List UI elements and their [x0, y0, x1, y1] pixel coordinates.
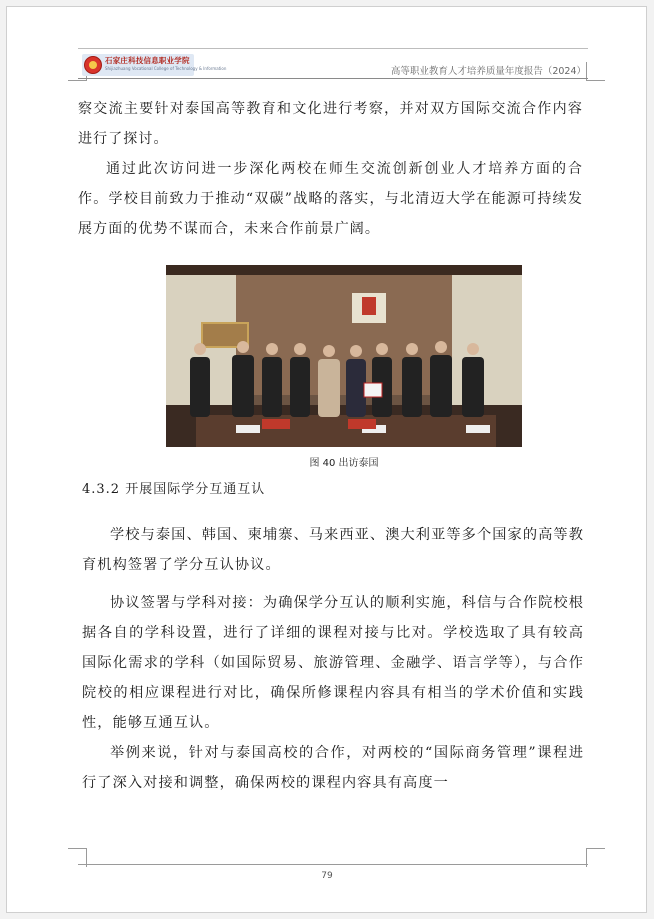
- paragraph: 协议签署与学科对接：为确保学分互认的顺利实施，科信与合作院校根据各自的学科设置，进行了详细的课程对接与比对。学校选取了具有较高国际化需求的学科（如国际贸易、旅游管理、金融学、语言学等），与合作院校的相应课程进行对比，确保所修课程内容具有相当的学术价值和实践性，能够互通互认。: [82, 595, 584, 731]
- section-heading: 4.3.2 开展国际学分互通互认: [82, 482, 266, 497]
- paragraph: 学校与泰国、韩国、柬埔寨、马来西亚、澳大利亚等多个国家的高等教育机构签署了学分互认协议。: [82, 527, 584, 573]
- footer-rule: [78, 864, 588, 865]
- delegation-photo-image: [166, 265, 522, 447]
- report-title: 高等职业教育人才培养质量年度报告（2024）: [390, 66, 586, 77]
- crop-mark-bottom-right: [586, 848, 605, 867]
- crop-mark-top-right: [586, 62, 605, 81]
- logo-name: 石家庄科技信息职业学院: [105, 56, 190, 65]
- page-number: 79: [321, 871, 333, 881]
- header-bottom-rule: [78, 78, 588, 79]
- header-top-rule: [78, 48, 588, 49]
- logo-name-en: Shijiazhuang Vocational College of Technology & Information: [105, 66, 227, 71]
- page-header: [78, 48, 588, 80]
- college-logo: [82, 54, 227, 76]
- college-emblem-icon: [84, 56, 102, 74]
- paragraph: 察交流主要针对泰国高等教育和文化进行考察，并对双方国际交流合作内容进行了探讨。: [78, 101, 583, 147]
- figure-photo: [166, 265, 522, 447]
- figure-caption: 图 40 出访泰国: [309, 458, 379, 469]
- body-text-top: [78, 94, 583, 244]
- paragraph: 举例来说，针对与泰国高校的合作，对两校的“国际商务管理”课程进行了深入对接和调整，确保两校的课程内容具有高度一: [82, 745, 584, 791]
- body-text-bottom: [82, 520, 584, 798]
- paragraph: 通过此次访问进一步深化两校在师生交流创新创业人才培养方面的合作。学校目前致力于推动“双碳”战略的落实，与北清迈大学在能源可持续发展方面的优势不谋而合，未来合作前景广阔。: [78, 161, 583, 237]
